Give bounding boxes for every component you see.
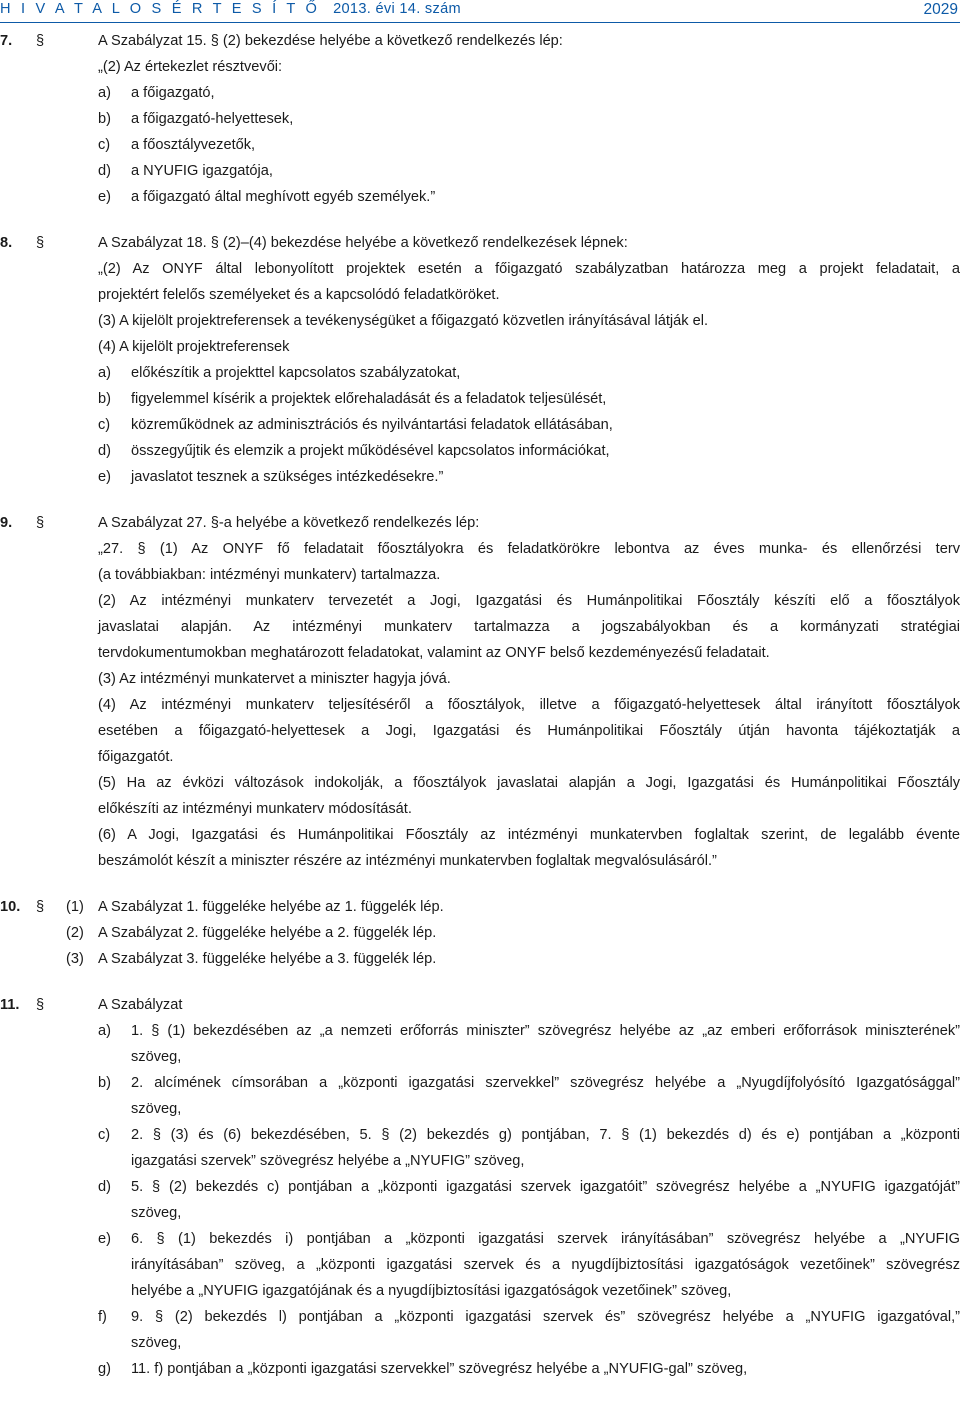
list-marker: b) xyxy=(98,1075,111,1091)
list-text: előkészítik a projekttel kapcsolatos szabályzatokat, xyxy=(131,365,461,381)
list-text: 9. § (2) bekezdés l) pontjában a „központi igazgatási szervek és” szövegrész helyébe a „NYUFIG igazgatóval,” xyxy=(131,1309,960,1325)
list-item-cont: szöveg, xyxy=(131,1049,182,1065)
section-11-heading xyxy=(0,992,960,1018)
list-item xyxy=(0,132,960,158)
paragraph-line: (3) A kijelölt projektreferensek a tevékenységüket a főigazgató közvetlen irányításával látják el. xyxy=(98,313,709,329)
list-item xyxy=(0,386,960,412)
section-sign: § xyxy=(36,899,45,915)
list-text: 6. § (1) bekezdés i) pontjában a „központi igazgatási szervek irányításában” szövegrész helyébe a „NYUFIG xyxy=(131,1231,960,1247)
list-marker: b) xyxy=(98,111,111,127)
list-text: A Szabályzat 1. függeléke helyébe az 1. függelék lép. xyxy=(98,899,444,915)
list-marker: d) xyxy=(98,163,111,179)
list-text: a főosztályvezetők, xyxy=(131,137,256,153)
list-marker: (1) xyxy=(66,899,84,915)
section-intro: A Szabályzat xyxy=(98,997,183,1013)
paragraph-line: „27. § (1) Az ONYF fő feladatait főosztályokra és feladatkörökre lebontva az éves munka- és ellenőrzési terv xyxy=(98,541,960,557)
list-item xyxy=(0,1226,960,1252)
list-marker: e) xyxy=(98,189,111,205)
section-intro: A Szabályzat 15. § (2) bekezdése helyébe a következő rendelkezés lép: xyxy=(98,33,563,49)
list-text: 2. alcímének címsorában a „központi igazgatási szervekkel” szövegrész helyébe a „Nyugdíjfolyósító Igazgatósággal” xyxy=(131,1075,960,1091)
list-item xyxy=(0,1356,960,1382)
section-number: 11. xyxy=(0,997,20,1013)
list-item xyxy=(0,1018,960,1044)
list-item xyxy=(0,1070,960,1096)
journal-title: H I V A T A L O S É R T E S Í T Ő xyxy=(0,1,321,17)
paragraph-line: beszámolót készít a miniszter részére az intézményi munkatervben foglaltak megvalósulásáról.” xyxy=(98,853,717,869)
header-divider xyxy=(0,22,960,23)
section-10-heading xyxy=(0,894,960,920)
list-item xyxy=(0,1304,960,1330)
list-item xyxy=(0,184,960,210)
section-number: 7. xyxy=(0,33,13,49)
list-item-cont: szöveg, xyxy=(131,1335,182,1351)
list-marker: f) xyxy=(98,1309,107,1325)
list-text: 1. § (1) bekezdésében az „a nemzeti erőforrás miniszter” szövegrész helyébe az „az emberi erőforrások miniszterének” xyxy=(131,1023,960,1039)
section-9-heading xyxy=(0,510,960,536)
paragraph-line: (2) Az intézményi munkaterv tervezetét a Jogi, Igazgatási és Humánpolitikai Főosztály készíti elő a főosztályok xyxy=(98,593,960,609)
section-sign: § xyxy=(36,235,45,251)
list-marker: a) xyxy=(98,1023,111,1039)
list-marker: (3) xyxy=(66,951,84,967)
paragraph-line: főigazgatót. xyxy=(98,749,174,765)
list-marker: b) xyxy=(98,391,111,407)
section-intro: A Szabályzat 18. § (2)–(4) bekezdése helyébe a következő rendelkezések lépnek: xyxy=(98,235,628,251)
paragraph-line: „(2) Az ONYF által lebonyolított projektek esetén a főigazgató szabályzatban határozza meg a projekt feladatait, a xyxy=(98,261,960,277)
section-sign: § xyxy=(36,997,45,1013)
list-text: 5. § (2) bekezdés c) pontjában a „központi igazgatási szervek igazgatóit” szövegrész helyébe a „NYUFIG igazgatóját” xyxy=(131,1179,960,1195)
list-item-cont: irányításában” szöveg, a „központi igazgatási szervek és a nyugdíjbiztosítási igazgatóságok vezetőinek” szövegrész xyxy=(131,1257,960,1273)
list-text: 2. § (3) és (6) bekezdésében, 5. § (2) bekezdés g) pontjában, 7. § (1) bekezdés d) és e) pontjában a „központi xyxy=(131,1127,960,1143)
paragraph-line: „(2) Az értekezlet résztvevői: xyxy=(98,59,283,75)
paragraph-line: esetében a főigazgató-helyettesek a Jogi, Igazgatási és Humánpolitikai Főosztály útján havonta tájékoztatják a xyxy=(98,723,960,739)
list-text: A Szabályzat 2. függeléke helyébe a 2. függelék lép. xyxy=(98,925,437,941)
list-marker: c) xyxy=(98,1127,111,1143)
list-item xyxy=(0,946,960,972)
list-item-cont: igazgatási szervek” szövegrész helyébe a „NYUFIG” szöveg, xyxy=(131,1153,525,1169)
list-item xyxy=(0,1122,960,1148)
list-item xyxy=(0,360,960,386)
list-marker: e) xyxy=(98,469,111,485)
paragraph-line: (5) Ha az évközi változások indokolják, a főosztályok javaslatai alapján a Jogi, Igazgatási és Humánpolitikai Főosztály xyxy=(98,775,960,791)
section-8-heading xyxy=(0,230,960,256)
list-text: 11. f) pontjában a „központi igazgatási szervekkel” szövegrész helyébe a „NYUFIG-gal” szöveg, xyxy=(131,1361,748,1377)
list-text: figyelemmel kísérik a projektek előrehaladását és a feladatok teljesülését, xyxy=(131,391,607,407)
list-marker: d) xyxy=(98,1179,111,1195)
document-body xyxy=(0,28,960,1382)
list-item-cont: helyébe a „NYUFIG igazgatójának és a nyugdíjbiztosítási igazgatóságok vezetőinek” szöveg, xyxy=(131,1283,732,1299)
paragraph-line: (a továbbiakban: intézményi munkaterv) tartalmazza. xyxy=(98,567,441,583)
paragraph-line: javaslatai alapján. Az intézményi munkaterv tartalmazza a jogszabályokban és a kormányzati stratégiai xyxy=(98,619,960,635)
list-item xyxy=(0,464,960,490)
list-item xyxy=(0,438,960,464)
list-text: A Szabályzat 3. függeléke helyébe a 3. függelék lép. xyxy=(98,951,437,967)
list-text: közreműködnek az adminisztrációs és nyilvántartási feladatok ellátásában, xyxy=(131,417,613,433)
paragraph-line: (6) A Jogi, Igazgatási és Humánpolitikai Főosztály az intézményi munkatervben foglaltak szerint, de legalább évente xyxy=(98,827,960,843)
paragraph-line: tervdokumentumokban meghatározott feladatokat, valamint az ONYF belső kezdeményezésű feladatait. xyxy=(98,645,770,661)
list-marker: c) xyxy=(98,417,111,433)
list-marker: (2) xyxy=(66,925,84,941)
section-number: 10. xyxy=(0,899,21,915)
list-item xyxy=(0,158,960,184)
list-item-cont: szöveg, xyxy=(131,1205,182,1221)
list-item xyxy=(0,1174,960,1200)
paragraph-line: (4) A kijelölt projektreferensek xyxy=(98,339,290,355)
paragraph-line: (3) Az intézményi munkatervet a miniszter hagyja jóvá. xyxy=(98,671,451,687)
list-marker: a) xyxy=(98,365,111,381)
section-number: 9. xyxy=(0,515,13,531)
list-marker: e) xyxy=(98,1231,111,1247)
section-7-heading xyxy=(0,28,960,54)
list-marker: a) xyxy=(98,85,111,101)
list-item xyxy=(0,920,960,946)
paragraph-line: előkészíti az intézményi munkaterv módosítását. xyxy=(98,801,412,817)
running-header xyxy=(0,0,960,22)
list-marker: d) xyxy=(98,443,111,459)
list-text: a főigazgató-helyettesek, xyxy=(131,111,294,127)
list-text: javaslatot tesznek a szükséges intézkedésekre.” xyxy=(131,469,444,485)
page-number: 2029 xyxy=(923,1,958,18)
list-item xyxy=(0,412,960,438)
list-item xyxy=(0,80,960,106)
section-intro: A Szabályzat 27. §-a helyébe a következő rendelkezés lép: xyxy=(98,515,480,531)
list-text: a főigazgató, xyxy=(131,85,215,101)
list-text: a NYUFIG igazgatója, xyxy=(131,163,273,179)
paragraph-line: projektért felelős személyeket és a kapcsolódó feladatköröket. xyxy=(98,287,500,303)
list-item-cont: szöveg, xyxy=(131,1101,182,1117)
list-text: a főigazgató által meghívott egyéb személyek.” xyxy=(131,189,436,205)
list-item xyxy=(0,106,960,132)
list-marker: c) xyxy=(98,137,111,153)
section-sign: § xyxy=(36,515,45,531)
list-marker: g) xyxy=(98,1361,111,1377)
section-number: 8. xyxy=(0,235,13,251)
issue-date: 2013. évi 14. szám xyxy=(333,1,461,17)
section-sign: § xyxy=(36,33,45,49)
paragraph-line: (4) Az intézményi munkaterv teljesítéséről a főosztályok, illetve a főigazgató-helyettesek által irányított főosztályok xyxy=(98,697,960,713)
list-text: összegyűjtik és elemzik a projekt működésével kapcsolatos információkat, xyxy=(131,443,610,459)
journal-header xyxy=(0,1,461,17)
